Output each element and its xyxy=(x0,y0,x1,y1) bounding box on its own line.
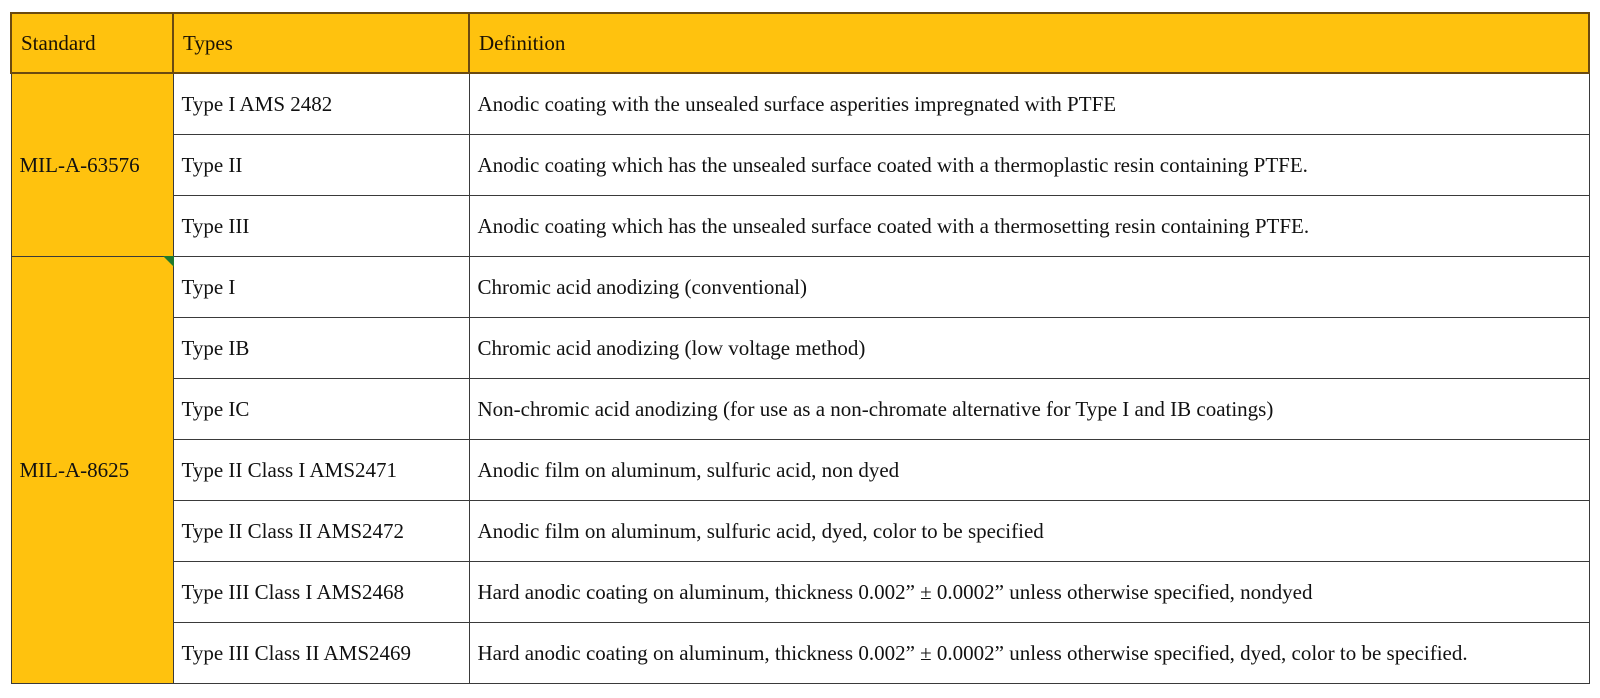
table-header xyxy=(11,13,1589,73)
table-row xyxy=(11,135,1589,196)
table-row xyxy=(11,501,1589,562)
definition-cell: Anodic film on aluminum, sulfuric acid, dyed, color to be specified xyxy=(469,501,1589,562)
table-row xyxy=(11,623,1589,684)
table-row xyxy=(11,379,1589,440)
definition-cell: Non-chromic acid anodizing (for use as a non-chromate alternative for Type I and IB coatings) xyxy=(469,379,1589,440)
types-cell: Type II xyxy=(173,135,469,196)
standard-label: MIL-A-63576 xyxy=(19,152,140,177)
table-row xyxy=(11,257,1589,318)
types-cell: Type I AMS 2482 xyxy=(173,73,469,135)
types-cell: Type III Class I AMS2468 xyxy=(173,562,469,623)
table-header-row xyxy=(11,13,1589,73)
definition-cell: Anodic film on aluminum, sulfuric acid, non dyed xyxy=(469,440,1589,501)
column-header-standard: Standard xyxy=(11,13,173,73)
definition-cell: Anodic coating which has the unsealed surface coated with a thermosetting resin containing PTFE. xyxy=(469,196,1589,257)
types-cell: Type II Class II AMS2472 xyxy=(173,501,469,562)
definition-cell: Hard anodic coating on aluminum, thickness 0.002” ± 0.0002” unless otherwise specified, nondyed xyxy=(469,562,1589,623)
anodizing-standards-table xyxy=(10,12,1590,684)
types-cell: Type I xyxy=(173,257,469,318)
definition-cell: Chromic acid anodizing (conventional) xyxy=(469,257,1589,318)
table-body xyxy=(11,73,1589,684)
types-cell: Type II Class I AMS2471 xyxy=(173,440,469,501)
definition-cell: Anodic coating with the unsealed surface asperities impregnated with PTFE xyxy=(469,73,1589,135)
table-row xyxy=(11,73,1589,135)
standard-label: MIL-A-8625 xyxy=(19,457,130,482)
standard-group-cell xyxy=(11,257,173,684)
column-header-definition: Definition xyxy=(469,13,1589,73)
definition-cell: Hard anodic coating on aluminum, thickness 0.002” ± 0.0002” unless otherwise specified, dyed, color to be specified. xyxy=(469,623,1589,684)
types-cell: Type IC xyxy=(173,379,469,440)
types-cell: Type IB xyxy=(173,318,469,379)
definition-cell: Chromic acid anodizing (low voltage method) xyxy=(469,318,1589,379)
types-cell: Type III xyxy=(173,196,469,257)
table-row xyxy=(11,318,1589,379)
table-row xyxy=(11,562,1589,623)
table-row xyxy=(11,440,1589,501)
comment-marker-icon xyxy=(163,256,174,267)
column-header-types: Types xyxy=(173,13,469,73)
table-row xyxy=(11,196,1589,257)
types-cell: Type III Class II AMS2469 xyxy=(173,623,469,684)
standard-group-cell xyxy=(11,73,173,257)
definition-cell: Anodic coating which has the unsealed surface coated with a thermoplastic resin containing PTFE. xyxy=(469,135,1589,196)
